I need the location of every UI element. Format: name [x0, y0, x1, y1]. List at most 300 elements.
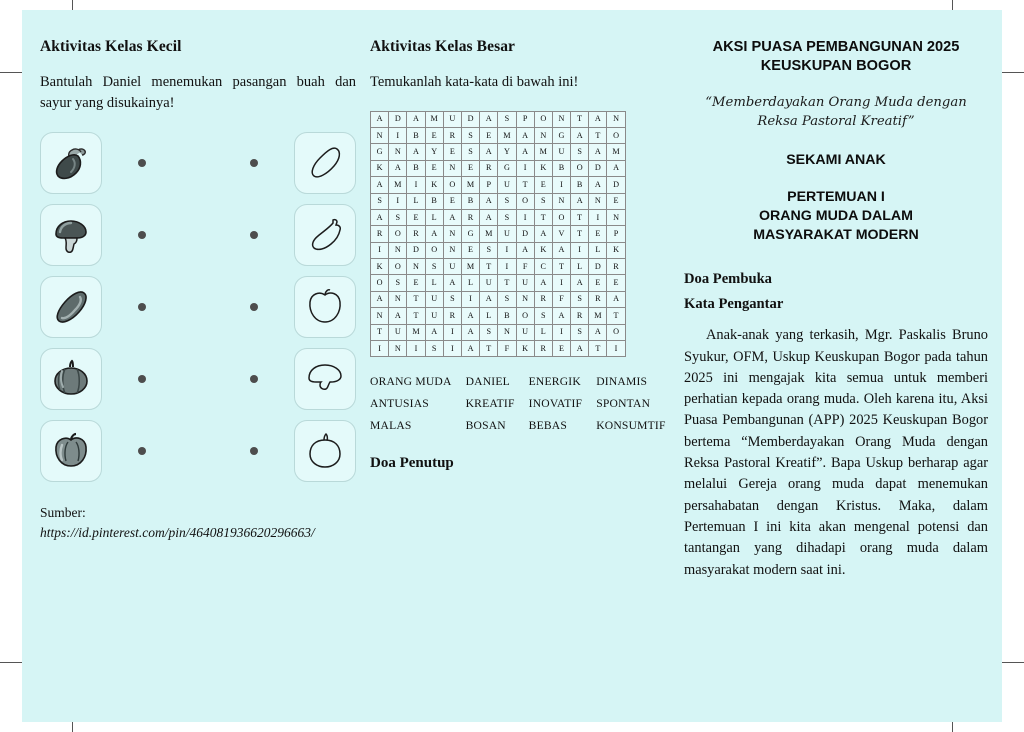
word-search-body: [371, 111, 626, 357]
word-search-cell[interactable]: N: [607, 209, 625, 225]
bellpepper-outline-icon: [302, 284, 348, 330]
word-search-cell[interactable]: S: [498, 209, 516, 225]
pumpkin-icon-tile[interactable]: [40, 348, 102, 410]
match-dot-left[interactable]: [138, 447, 146, 455]
word-search-cell[interactable]: N: [389, 242, 407, 258]
closing-prayer-heading: Doa Penutup: [370, 455, 454, 472]
word-search-cell[interactable]: B: [425, 193, 443, 209]
word-search-cell[interactable]: F: [516, 259, 534, 275]
word-search-cell[interactable]: O: [534, 111, 552, 127]
word-search-cell[interactable]: I: [371, 341, 389, 357]
word-search-cell[interactable]: A: [461, 308, 479, 324]
cucumber-icon-tile[interactable]: [40, 276, 102, 338]
word-search-cell[interactable]: U: [425, 308, 443, 324]
word-search-cell[interactable]: S: [571, 324, 589, 340]
word-search-cell[interactable]: S: [461, 127, 479, 143]
word-search-cell[interactable]: D: [589, 259, 607, 275]
word-search-row: [371, 177, 626, 193]
word-search-cell[interactable]: I: [371, 242, 389, 258]
word-search-cell[interactable]: D: [516, 226, 534, 242]
word-search-cell[interactable]: M: [480, 226, 498, 242]
word-search-cell[interactable]: E: [552, 341, 570, 357]
word-list-item: KREATIF: [465, 397, 515, 411]
word-search-cell[interactable]: A: [571, 127, 589, 143]
word-search-cell[interactable]: A: [425, 324, 443, 340]
word-search-cell[interactable]: E: [443, 144, 461, 160]
bellpepper-icon: [48, 428, 94, 474]
word-search-cell[interactable]: I: [552, 177, 570, 193]
word-list-item: BOSAN: [465, 419, 506, 433]
word-search-cell[interactable]: K: [371, 259, 389, 275]
cucumber-outline-icon-tile[interactable]: [294, 132, 356, 194]
word-search-cell[interactable]: T: [407, 291, 425, 307]
word-search-cell[interactable]: S: [425, 341, 443, 357]
mushroom-icon-tile[interactable]: [40, 204, 102, 266]
word-search-cell[interactable]: T: [571, 111, 589, 127]
program-title-line2: KEUSKUPAN BOGOR: [760, 58, 912, 75]
small-class-heading: Aktivitas Kelas Kecil: [40, 38, 182, 55]
word-search-cell[interactable]: T: [589, 127, 607, 143]
word-search-cell[interactable]: E: [480, 127, 498, 143]
word-search-cell[interactable]: A: [461, 341, 479, 357]
match-dot-right[interactable]: [250, 375, 258, 383]
word-search-cell[interactable]: A: [516, 144, 534, 160]
word-search-cell[interactable]: I: [389, 193, 407, 209]
word-search-cell[interactable]: S: [571, 291, 589, 307]
word-search-cell[interactable]: R: [443, 127, 461, 143]
word-list-row: [370, 419, 680, 441]
word-search-row: [371, 160, 626, 176]
match-dot-right[interactable]: [250, 303, 258, 311]
large-class-heading: Aktivitas Kelas Besar: [370, 38, 516, 55]
word-search-cell[interactable]: E: [607, 275, 625, 291]
word-search-cell[interactable]: B: [407, 160, 425, 176]
word-search-cell[interactable]: R: [607, 259, 625, 275]
foreword-body: Anak-anak yang terkasih, Mgr. Paskalis Bruno Syukur, OFM, Uskup Keuskupan Bogor pada tahun 2025 ini mengajak kita semua untuk memberi perhatian kepada orang muda. Oleh karena itu, Aksi Puasa Pembangunan (APP) 2025 Keuskupan Bogor bertema “Memberdayakan Orang Muda dengan Reksa Pastoral Kreatif”. Bapa Uskup berharap agar melalui Gereja orang muda dapat menemukan persahabatan dengan Kristus. Maka, dalam Pertemuan I ini kita akan mengenal potensi dan tantangan yang dihadapi orang muda dalam masyarakat modern saat ini.: [684, 327, 988, 578]
word-search-cell[interactable]: I: [607, 341, 625, 357]
word-search-cell[interactable]: O: [516, 308, 534, 324]
word-search-row: [371, 226, 626, 242]
match-row: [40, 419, 356, 483]
three-column-layout: [22, 10, 1002, 722]
word-search-cell[interactable]: U: [516, 275, 534, 291]
word-search-cell[interactable]: E: [534, 177, 552, 193]
program-title-line1: AKSI PUASA PEMBANGUNAN 2025: [712, 39, 960, 55]
match-dot-left[interactable]: [138, 303, 146, 311]
match-dot-right[interactable]: [250, 159, 258, 167]
word-search-cell[interactable]: U: [480, 275, 498, 291]
word-search-cell[interactable]: N: [443, 226, 461, 242]
word-list-item: ANTUSIAS: [370, 397, 429, 411]
word-search-cell[interactable]: U: [516, 324, 534, 340]
word-search-cell[interactable]: A: [389, 160, 407, 176]
word-search-cell[interactable]: N: [552, 111, 570, 127]
word-search-cell[interactable]: L: [407, 193, 425, 209]
word-search-cell[interactable]: A: [571, 341, 589, 357]
small-class-instruction: Bantulah Daniel menemukan pasangan buah dan sayur yang disukainya!: [40, 74, 356, 111]
word-search-cell[interactable]: R: [407, 226, 425, 242]
word-search-cell[interactable]: S: [498, 193, 516, 209]
word-search-cell[interactable]: N: [371, 308, 389, 324]
word-search-cell[interactable]: S: [389, 275, 407, 291]
word-search-cell[interactable]: L: [589, 242, 607, 258]
word-search-cell[interactable]: O: [552, 209, 570, 225]
word-search-cell[interactable]: R: [443, 308, 461, 324]
word-search-cell[interactable]: M: [425, 111, 443, 127]
word-search-cell[interactable]: A: [480, 111, 498, 127]
word-search-cell[interactable]: M: [607, 144, 625, 160]
meeting-title-line1: PERTEMUAN I: [787, 189, 885, 206]
word-search-cell[interactable]: E: [461, 242, 479, 258]
word-search-cell[interactable]: B: [571, 177, 589, 193]
word-search-cell[interactable]: R: [480, 160, 498, 176]
word-search-cell[interactable]: T: [534, 209, 552, 225]
word-search-cell[interactable]: L: [461, 275, 479, 291]
program-title: [684, 38, 988, 77]
word-search-cell[interactable]: F: [552, 291, 570, 307]
word-search-cell[interactable]: I: [571, 242, 589, 258]
program-theme-line2: Reksa Pastoral Kreatif”: [757, 114, 915, 130]
word-search-cell[interactable]: N: [589, 193, 607, 209]
word-search-cell[interactable]: T: [371, 324, 389, 340]
mushroom-icon: [48, 212, 94, 258]
word-search-cell[interactable]: T: [480, 341, 498, 357]
word-search-cell[interactable]: C: [534, 259, 552, 275]
word-search-cell[interactable]: R: [534, 291, 552, 307]
word-search-cell[interactable]: O: [516, 193, 534, 209]
word-search-cell[interactable]: L: [534, 324, 552, 340]
word-search-cell[interactable]: Y: [425, 144, 443, 160]
meeting-title-line3: MASYARAKAT MODERN: [753, 227, 919, 244]
word-search-cell[interactable]: N: [443, 160, 461, 176]
match-dot-left[interactable]: [138, 375, 146, 383]
word-search-cell[interactable]: M: [589, 308, 607, 324]
match-dot-left[interactable]: [138, 159, 146, 167]
word-search-cell[interactable]: B: [498, 308, 516, 324]
word-search-cell[interactable]: A: [407, 111, 425, 127]
word-search-cell[interactable]: R: [461, 209, 479, 225]
match-dot-right[interactable]: [250, 447, 258, 455]
bellpepper-icon-tile[interactable]: [40, 420, 102, 482]
word-search-cell[interactable]: M: [389, 177, 407, 193]
word-search-cell[interactable]: O: [607, 127, 625, 143]
word-search-row: [371, 193, 626, 209]
mushroom-outline-icon-tile[interactable]: [294, 348, 356, 410]
word-search-cell[interactable]: A: [480, 209, 498, 225]
foreword-heading: Kata Pengantar: [684, 296, 784, 313]
word-search-cell[interactable]: S: [480, 324, 498, 340]
word-search-cell[interactable]: R: [589, 291, 607, 307]
word-search-cell[interactable]: E: [589, 275, 607, 291]
word-list-row: [370, 397, 680, 419]
word-search-cell[interactable]: S: [425, 259, 443, 275]
word-search-row: [371, 209, 626, 225]
word-search-cell[interactable]: M: [461, 259, 479, 275]
word-search-row: [371, 341, 626, 357]
word-search-cell[interactable]: U: [498, 226, 516, 242]
cucumber-outline-icon: [302, 140, 348, 186]
word-search-cell[interactable]: A: [589, 324, 607, 340]
word-search-cell[interactable]: N: [371, 127, 389, 143]
word-search-cell[interactable]: Y: [498, 144, 516, 160]
word-search-cell[interactable]: N: [607, 111, 625, 127]
word-search-cell[interactable]: E: [589, 226, 607, 242]
source-url: https://id.pinterest.com/pin/464081936620296663/: [40, 524, 315, 540]
word-search-cell[interactable]: B: [461, 193, 479, 209]
word-search-cell[interactable]: A: [516, 127, 534, 143]
sekami-label: SEKAMI ANAK: [786, 152, 886, 169]
word-search-cell[interactable]: A: [443, 275, 461, 291]
match-dot-left[interactable]: [138, 231, 146, 239]
word-search-cell[interactable]: T: [607, 308, 625, 324]
word-search-cell[interactable]: I: [389, 127, 407, 143]
word-search-cell[interactable]: A: [552, 242, 570, 258]
word-search-cell[interactable]: I: [443, 324, 461, 340]
mushroom-outline-icon: [302, 356, 348, 402]
word-search-cell[interactable]: A: [571, 275, 589, 291]
word-search-cell[interactable]: I: [516, 209, 534, 225]
word-search-cell[interactable]: T: [552, 259, 570, 275]
word-search-cell[interactable]: R: [371, 226, 389, 242]
word-search-cell[interactable]: M: [498, 127, 516, 143]
word-search-cell[interactable]: U: [552, 144, 570, 160]
word-search-cell[interactable]: I: [516, 160, 534, 176]
word-search-cell[interactable]: E: [425, 160, 443, 176]
word-list-item: SPONTAN: [596, 397, 651, 411]
word-search-cell[interactable]: E: [407, 275, 425, 291]
word-search-row: [371, 144, 626, 160]
pumpkin-icon: [48, 356, 94, 402]
word-search-cell[interactable]: U: [443, 111, 461, 127]
word-search-cell[interactable]: I: [407, 341, 425, 357]
program-theme-line1: “Memberdayakan Orang Muda dengan: [705, 94, 967, 110]
word-search-cell[interactable]: D: [389, 111, 407, 127]
word-search-cell[interactable]: A: [607, 160, 625, 176]
word-search-cell[interactable]: N: [516, 291, 534, 307]
word-search-cell[interactable]: R: [571, 308, 589, 324]
word-search-cell[interactable]: A: [480, 193, 498, 209]
word-search-cell[interactable]: A: [480, 144, 498, 160]
word-search-cell[interactable]: K: [371, 160, 389, 176]
word-search-cell[interactable]: A: [534, 275, 552, 291]
word-search-cell[interactable]: A: [607, 291, 625, 307]
word-search-cell[interactable]: I: [498, 259, 516, 275]
match-row: [40, 347, 356, 411]
word-search-cell[interactable]: G: [371, 144, 389, 160]
word-search-cell[interactable]: A: [443, 209, 461, 225]
word-search-cell[interactable]: N: [389, 144, 407, 160]
word-search-cell[interactable]: A: [371, 177, 389, 193]
word-search-cell[interactable]: A: [589, 177, 607, 193]
word-search-cell[interactable]: T: [480, 259, 498, 275]
word-search-cell[interactable]: O: [389, 226, 407, 242]
pumpkin-outline-icon-tile[interactable]: [294, 420, 356, 482]
word-search-cell[interactable]: D: [407, 242, 425, 258]
word-search-cell[interactable]: D: [461, 111, 479, 127]
word-search-cell[interactable]: F: [498, 341, 516, 357]
word-search-cell[interactable]: E: [425, 127, 443, 143]
chili-outline-icon-tile[interactable]: [294, 204, 356, 266]
word-search-cell[interactable]: P: [480, 177, 498, 193]
word-search-cell[interactable]: U: [498, 177, 516, 193]
chili-outline-icon: [302, 212, 348, 258]
word-search-cell[interactable]: A: [371, 111, 389, 127]
word-search-cell[interactable]: K: [607, 242, 625, 258]
cucumber-icon: [48, 284, 94, 330]
word-search-cell[interactable]: I: [443, 341, 461, 357]
word-search-cell[interactable]: I: [407, 177, 425, 193]
word-search-cell[interactable]: R: [534, 341, 552, 357]
word-search-cell[interactable]: N: [389, 341, 407, 357]
word-search-cell[interactable]: I: [589, 209, 607, 225]
word-search-cell[interactable]: A: [589, 144, 607, 160]
match-row: [40, 203, 356, 267]
word-search-grid[interactable]: [370, 111, 626, 358]
meeting-title: [684, 188, 988, 245]
word-search-cell[interactable]: I: [461, 291, 479, 307]
word-search-cell[interactable]: T: [407, 308, 425, 324]
source-label: Sumber:: [40, 505, 86, 521]
word-search-cell[interactable]: T: [571, 226, 589, 242]
pumpkin-outline-icon: [302, 428, 348, 474]
word-search-cell[interactable]: A: [389, 308, 407, 324]
word-search-cell[interactable]: U: [425, 291, 443, 307]
word-search-cell[interactable]: K: [534, 242, 552, 258]
word-search-cell[interactable]: O: [425, 242, 443, 258]
word-search-row: [371, 275, 626, 291]
eggplant-icon: [48, 140, 94, 186]
word-search-cell[interactable]: M: [407, 324, 425, 340]
word-search-cell[interactable]: S: [571, 144, 589, 160]
word-search-cell[interactable]: N: [407, 259, 425, 275]
small-class-activity-column: [40, 38, 370, 722]
word-list-item: ORANG MUDA: [370, 375, 452, 389]
word-search-cell[interactable]: E: [407, 209, 425, 225]
word-search-cell[interactable]: E: [607, 193, 625, 209]
source-credit: [40, 503, 356, 542]
word-search-cell[interactable]: S: [461, 144, 479, 160]
word-search-row: [371, 308, 626, 324]
word-search-cell[interactable]: G: [461, 226, 479, 242]
word-search-cell[interactable]: N: [534, 127, 552, 143]
word-search-cell[interactable]: L: [425, 275, 443, 291]
word-search-cell[interactable]: A: [552, 308, 570, 324]
bellpepper-outline-icon-tile[interactable]: [294, 276, 356, 338]
word-search-cell[interactable]: A: [480, 291, 498, 307]
word-search-cell[interactable]: V: [552, 226, 570, 242]
word-search-cell[interactable]: L: [425, 209, 443, 225]
word-search-cell[interactable]: S: [371, 193, 389, 209]
word-search-cell[interactable]: O: [443, 177, 461, 193]
word-search-row: [371, 242, 626, 258]
word-search-cell[interactable]: S: [443, 291, 461, 307]
program-info-column: [670, 38, 988, 722]
word-search-cell[interactable]: A: [461, 324, 479, 340]
word-search-cell[interactable]: A: [425, 226, 443, 242]
word-search-cell[interactable]: S: [389, 209, 407, 225]
word-search-cell[interactable]: D: [607, 177, 625, 193]
match-dot-right[interactable]: [250, 231, 258, 239]
word-search-cell[interactable]: G: [552, 127, 570, 143]
word-search-row: [371, 324, 626, 340]
word-search-cell[interactable]: N: [498, 324, 516, 340]
word-list-row: [370, 375, 680, 397]
word-search-cell[interactable]: N: [389, 291, 407, 307]
word-search-cell[interactable]: E: [443, 193, 461, 209]
word-search-cell[interactable]: K: [516, 341, 534, 357]
word-search-row: [371, 111, 626, 127]
word-search-cell[interactable]: O: [371, 275, 389, 291]
word-search-cell[interactable]: T: [516, 177, 534, 193]
word-search-cell[interactable]: N: [552, 193, 570, 209]
word-search-cell[interactable]: B: [407, 127, 425, 143]
word-search-cell[interactable]: B: [552, 160, 570, 176]
word-search-cell[interactable]: A: [371, 291, 389, 307]
word-search-cell[interactable]: S: [498, 291, 516, 307]
word-search-cell[interactable]: S: [534, 193, 552, 209]
word-search-cell[interactable]: S: [498, 111, 516, 127]
word-search-cell[interactable]: P: [607, 226, 625, 242]
word-search-cell[interactable]: E: [461, 160, 479, 176]
word-search-cell[interactable]: T: [498, 275, 516, 291]
word-search-cell[interactable]: L: [571, 259, 589, 275]
word-search-cell[interactable]: A: [371, 209, 389, 225]
word-search-cell[interactable]: L: [480, 308, 498, 324]
word-search-cell[interactable]: K: [534, 160, 552, 176]
word-search-cell[interactable]: S: [534, 308, 552, 324]
word-search-cell[interactable]: M: [534, 144, 552, 160]
word-search-cell[interactable]: K: [425, 177, 443, 193]
word-search-cell[interactable]: P: [516, 111, 534, 127]
word-list-item: DANIEL: [465, 375, 510, 389]
word-search-cell[interactable]: D: [589, 160, 607, 176]
word-search-cell[interactable]: O: [607, 324, 625, 340]
word-search-cell[interactable]: S: [480, 242, 498, 258]
word-list-body: [370, 375, 680, 441]
eggplant-icon-tile[interactable]: [40, 132, 102, 194]
word-search-row: [371, 291, 626, 307]
word-search-cell[interactable]: I: [498, 242, 516, 258]
large-class-instruction: Temukanlah kata-kata di bawah ini!: [370, 74, 579, 90]
word-search-cell[interactable]: N: [443, 242, 461, 258]
word-search-cell[interactable]: U: [443, 259, 461, 275]
word-search-cell[interactable]: T: [571, 209, 589, 225]
word-search-cell[interactable]: T: [589, 341, 607, 357]
program-theme: [684, 93, 988, 133]
word-search-cell[interactable]: O: [389, 259, 407, 275]
word-search-cell[interactable]: A: [407, 144, 425, 160]
word-list-item: MALAS: [370, 419, 412, 433]
word-search-cell[interactable]: I: [552, 275, 570, 291]
word-search-cell[interactable]: I: [552, 324, 570, 340]
word-search-cell[interactable]: A: [589, 111, 607, 127]
word-search-cell[interactable]: O: [571, 160, 589, 176]
word-search-row: [371, 259, 626, 275]
word-list-item: ENERGIK: [528, 375, 581, 389]
word-list-item: INOVATIF: [528, 397, 583, 411]
word-search-row: [371, 127, 626, 143]
match-row: [40, 131, 356, 195]
word-list: [370, 375, 680, 441]
word-search-cell[interactable]: A: [571, 193, 589, 209]
word-search-cell[interactable]: U: [389, 324, 407, 340]
matching-activity: [40, 131, 356, 483]
word-search-cell[interactable]: M: [461, 177, 479, 193]
word-list-item: KONSUMTIF: [596, 419, 666, 433]
word-search-cell[interactable]: A: [534, 226, 552, 242]
word-search-cell[interactable]: A: [516, 242, 534, 258]
word-search-cell[interactable]: G: [498, 160, 516, 176]
